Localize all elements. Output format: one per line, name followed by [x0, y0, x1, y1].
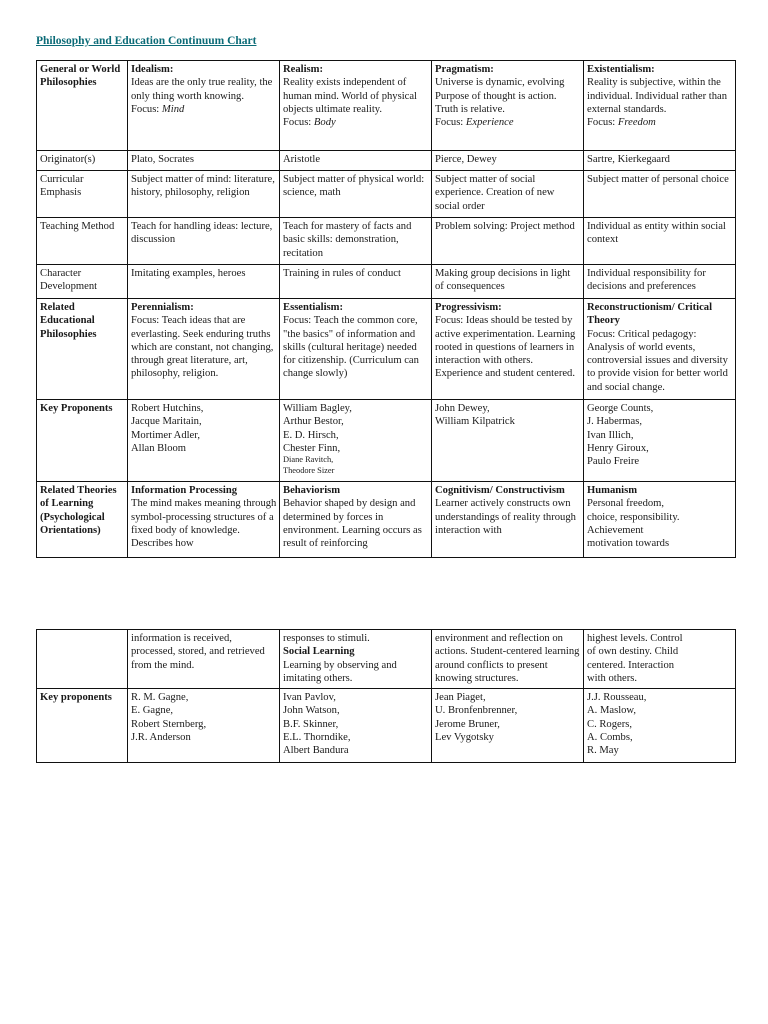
cell-text: of own destiny. Child [587, 646, 679, 658]
cell-text: Achievement [587, 524, 644, 536]
cell-information-processing [128, 689, 280, 763]
cell-behaviorism [280, 482, 432, 558]
cell-humanism [584, 482, 736, 558]
list-item: Henry Giroux, [587, 442, 649, 454]
cell-humanism [584, 630, 736, 689]
cell-text: Focus: Teach the common core, "the basics" of information and skills (cultural heritage) needed for citizenship. (Curriculum can change slowly) [283, 315, 419, 380]
cell-essentialism [280, 400, 432, 482]
cell-information-processing: information is received, processed, stored, and retrieved from the mind. [128, 630, 280, 689]
cell-text: Ideas are the only true reality, the only thing worth knowing. [131, 77, 273, 102]
cell-text: Universe is dynamic, evolving Purpose of thought is action. Truth is relative. [435, 77, 565, 115]
list-item: Diane Ravitch, [283, 455, 334, 465]
cell-existentialism: Individual as entity within social context [584, 218, 736, 265]
list-item: J. Habermas, [587, 416, 643, 428]
row-learning-theories [37, 482, 736, 558]
cell-existentialism: Subject matter of personal choice [584, 171, 736, 218]
cell-reconstructionism [584, 299, 736, 400]
list-item: Theodore Sizer [283, 465, 335, 475]
cell-behaviorism [280, 689, 432, 763]
row-label: Key Proponents [37, 400, 128, 482]
cell-text: with others. [587, 672, 638, 684]
cell-information-processing [128, 482, 280, 558]
list-item: E. D. Hirsch, [283, 429, 339, 441]
cell-pragmatism: Problem solving: Project method [432, 218, 584, 265]
cell-progressivism [432, 400, 584, 482]
cell-existentialism: Individual responsibility for decisions and preferences [584, 265, 736, 299]
cell-perennialism [128, 299, 280, 400]
cell-text: Learning by observing and imitating others. [283, 659, 397, 684]
list-item: Ivan Pavlov, [283, 692, 336, 703]
cell-text: highest levels. Control [587, 633, 683, 644]
focus-value: Mind [161, 103, 185, 115]
list-item: Jacque Maritain, [131, 416, 202, 428]
cell-heading: Progressivism: [435, 302, 502, 313]
list-item: R. M. Gagne, [131, 692, 189, 703]
focus-value: Body [313, 117, 336, 129]
cell-heading: Pragmatism: [435, 64, 494, 75]
focus-value: Experience [465, 117, 514, 129]
cell-idealism: Plato, Socrates [128, 151, 280, 171]
list-item: George Counts, [587, 403, 654, 414]
row-label: Originator(s) [37, 151, 128, 171]
focus-label: Focus: [435, 117, 464, 129]
cell-idealism: Imitating examples, heroes [128, 265, 280, 299]
list-item: A. Combs, [587, 731, 633, 743]
row-label: Curricular Emphasis [37, 171, 128, 218]
cell-idealism [128, 61, 280, 151]
cell-humanism [584, 689, 736, 763]
list-item: Jerome Bruner, [435, 718, 500, 730]
row-originators [37, 151, 736, 171]
row-label: General or World Philosophies [37, 61, 128, 151]
cell-text: Reality exists independent of human mind. World of physical objects ultimate reality. [283, 77, 418, 115]
row-label: Character Development [37, 265, 128, 299]
cell-pragmatism: Making group decisions in light of consequences [432, 265, 584, 299]
list-item: Arthur Bestor, [283, 416, 344, 428]
cell-essentialism [280, 299, 432, 400]
list-item: C. Rogers, [587, 718, 633, 730]
row-key-proponents-learning [37, 689, 736, 763]
list-item: R. May [587, 745, 619, 757]
cell-text: Focus: Teach ideas that are everlasting. Seek enduring truths which are constant, not changing, through great literature, art, philosophy, religion. [131, 315, 274, 380]
cell-cognitivism [432, 689, 584, 763]
row-key-proponents [37, 400, 736, 482]
cell-text: Learner actively constructs own understandings of reality through interaction with [435, 498, 576, 536]
cell-pragmatism: Subject matter of social experience. Creation of new social order [432, 171, 584, 218]
cell-text: Reality is subjective, within the individual. Individual rather than external standards. [587, 77, 728, 115]
row-label: Teaching Method [37, 218, 128, 265]
cell-text: centered. Interaction [587, 659, 675, 671]
focus-value: Freedom [617, 117, 656, 129]
cell-heading: Cognitivism/ Constructivism [435, 485, 565, 496]
cell-existentialism: Sartre, Kierkegaard [584, 151, 736, 171]
cell-heading: Essentialism: [283, 302, 344, 313]
cell-realism: Subject matter of physical world: science, math [280, 171, 432, 218]
cell-realism: Aristotle [280, 151, 432, 171]
cell-pragmatism: Pierce, Dewey [432, 151, 584, 171]
cell-heading: Reconstructionism/ Critical Theory [587, 302, 713, 327]
cell-heading: Information Processing [131, 485, 238, 496]
row-label: Key proponents [37, 689, 128, 763]
cell-heading: Realism: [283, 64, 324, 75]
cell-heading: Idealism: [131, 64, 174, 75]
list-item: Robert Hutchins, [131, 403, 204, 414]
cell-text: choice, responsibility. [587, 511, 680, 523]
cell-text: motivation towards [587, 538, 670, 550]
list-item: Lev Vygotsky [435, 731, 494, 743]
cell-pragmatism [432, 61, 584, 151]
row-learning-theories-continued [37, 630, 736, 689]
cell-idealism: Teach for handling ideas: lecture, discussion [128, 218, 280, 265]
cell-realism [280, 61, 432, 151]
cell-realism: Teach for mastery of facts and basic skills: demonstration, recitation [280, 218, 432, 265]
page-title[interactable]: Philosophy and Education Continuum Chart [36, 35, 257, 47]
cell-heading: Social Learning [283, 646, 355, 658]
focus-label: Focus: [131, 103, 160, 115]
list-item: J.R. Anderson [131, 731, 191, 743]
cell-text: Behavior shaped by design and determined by forces in environment. Learning occurs as result of reinforcing [283, 498, 422, 550]
row-teaching-method [37, 218, 736, 265]
cell-cognitivism [432, 482, 584, 558]
list-item: J.J. Rousseau, [587, 692, 647, 703]
row-label: Related Theories of Learning (Psychological Orientations) [37, 482, 128, 558]
cell-text: Focus: Ideas should be tested by active experimentation. Learning rooted in questions of learners in interaction with others. Experience and student centered. [435, 315, 576, 380]
list-item: Mortimer Adler, [131, 429, 201, 441]
cell-behaviorism [280, 630, 432, 689]
list-item: Albert Bandura [283, 745, 349, 757]
list-item: Jean Piaget, [435, 692, 486, 703]
continuum-table [36, 60, 736, 558]
row-educational-philosophies [37, 299, 736, 400]
list-item: John Dewey, [435, 403, 490, 414]
list-item: Chester Finn, [283, 442, 341, 454]
row-character-development [37, 265, 736, 299]
cell-heading: Existentialism: [587, 64, 655, 75]
focus-label: Focus: [283, 117, 312, 129]
cell-perennialism [128, 400, 280, 482]
cell-text: responses to stimuli. [283, 633, 370, 644]
list-item: William Kilpatrick [435, 416, 515, 428]
cell-heading: Humanism [587, 485, 638, 496]
row-label: Related Educational Philosophies [37, 299, 128, 400]
list-item: Robert Sternberg, [131, 718, 207, 730]
cell-text: Focus: Critical pedagogy: Analysis of world events, controversial issues and diversity to provide vision for better world and social change. [587, 328, 728, 393]
cell-existentialism [584, 61, 736, 151]
focus-label: Focus: [587, 117, 616, 129]
list-item: E.L. Thorndike, [283, 731, 351, 743]
cell-heading: Behaviorism [283, 485, 341, 496]
cell-cognitivism: environment and reflection on actions. Student-centered learning around conflicts to present knowing structures. [432, 630, 584, 689]
cell-heading: Perennialism: [131, 302, 194, 313]
cell-progressivism [432, 299, 584, 400]
list-item: E. Gagne, [131, 705, 174, 717]
cell-text: The mind makes meaning through symbol-processing structures of a fixed body of knowledge. Describes how [131, 498, 277, 550]
list-item: B.F. Skinner, [283, 718, 339, 730]
cell-realism: Training in rules of conduct [280, 265, 432, 299]
list-item: Allan Bloom [131, 442, 187, 454]
cell-idealism: Subject matter of mind: literature, history, philosophy, religion [128, 171, 280, 218]
cell-reconstructionism [584, 400, 736, 482]
row-label-empty [37, 630, 128, 689]
row-world-philosophies [37, 61, 736, 151]
cell-text: Personal freedom, [587, 498, 665, 510]
list-item: U. Bronfenbrenner, [435, 705, 518, 717]
list-item: A. Maslow, [587, 705, 637, 717]
list-item: Paulo Freire [587, 456, 640, 468]
row-curricular-emphasis [37, 171, 736, 218]
list-item: William Bagley, [283, 403, 352, 414]
list-item: John Watson, [283, 705, 340, 717]
continuation-table [36, 629, 736, 763]
list-item: Ivan Illich, [587, 429, 634, 441]
